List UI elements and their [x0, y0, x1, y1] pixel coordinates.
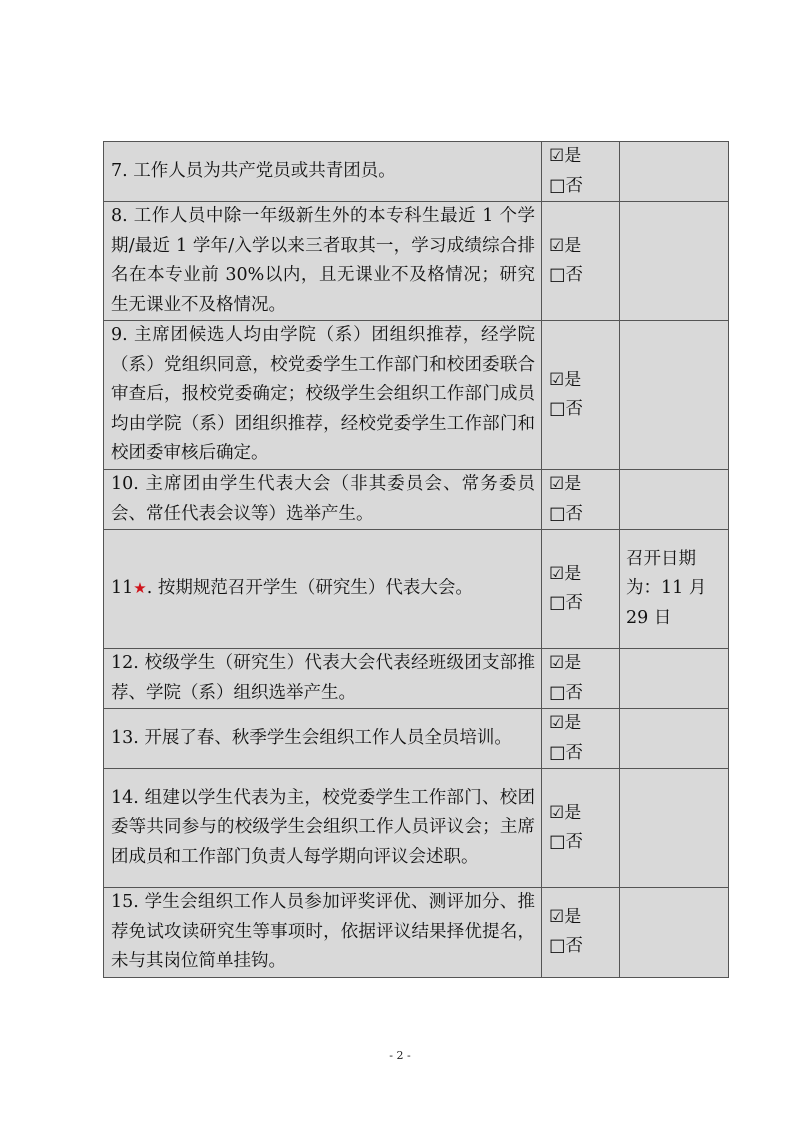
table-row: [104, 470, 729, 530]
table-row: [104, 321, 729, 470]
yes-no-options: [542, 649, 620, 709]
item-text: 10. 主席团由学生代表大会（非其委员会、常务委员会、常任代表会议等）选举产生。: [104, 470, 542, 530]
yes-checkbox[interactable]: ☑是: [549, 653, 582, 673]
yes-no-options: [542, 142, 620, 202]
no-checkbox[interactable]: □否: [549, 742, 584, 763]
table-row: [104, 709, 729, 769]
meeting-date-note: 召开日期为：11 月 29 日: [620, 530, 729, 649]
page-number: - 2 -: [389, 1049, 411, 1062]
no-checkbox[interactable]: □否: [549, 682, 584, 703]
no-checkbox[interactable]: □否: [549, 503, 584, 524]
table-row: [104, 769, 729, 888]
note-cell: [620, 649, 729, 709]
note-cell: [620, 470, 729, 530]
table-row: [104, 202, 729, 321]
no-checkbox[interactable]: □否: [549, 399, 584, 419]
item-text: 14. 组建以学生代表为主，校党委学生工作部门、校团委等共同参与的校级学生会组织工作人员评议会；主席团成员和工作部门负责人每学期向评议会述职。: [104, 769, 542, 888]
note-cell: [620, 769, 729, 888]
table-row: [104, 530, 729, 649]
star-icon: ★: [133, 579, 147, 598]
yes-checkbox[interactable]: ☑是: [549, 713, 582, 733]
checklist-table: [103, 141, 729, 978]
item-text: 9. 主席团候选人均由学院（系）团组织推荐，经学院（系）党组织同意，校党委学生工作部门和校团委联合审查后，报校党委确定；校级学生会组织工作部门成员均由学院（系）团组织推荐，经校党委学生工作部门和校团委审核后确定。: [104, 321, 542, 470]
yes-checkbox[interactable]: ☑是: [549, 235, 582, 256]
checklist-sheet: [103, 141, 707, 978]
item-text: 8. 工作人员中除一年级新生外的本专科生最近 1 个学期/最近 1 学年/入学以来三者取其一，学习成绩综合排名在本专业前 30%以内，且无课业不及格情况；研究生无课业不及格情况。: [104, 202, 542, 321]
note-cell: [620, 142, 729, 202]
no-checkbox[interactable]: □否: [549, 265, 584, 285]
item-text: 12. 校级学生（研究生）代表大会代表经班级团支部推荐、学院（系）组织选举产生。: [104, 649, 542, 709]
yes-no-options: [542, 321, 620, 470]
yes-checkbox[interactable]: ☑是: [549, 563, 582, 584]
no-checkbox[interactable]: □否: [549, 593, 584, 613]
item-text: 13. 开展了春、秋季学生会组织工作人员全员培训。: [104, 709, 542, 769]
yes-checkbox[interactable]: ☑是: [549, 146, 582, 166]
yes-checkbox[interactable]: ☑是: [549, 802, 582, 823]
item-body: . 按期规范召开学生（研究生）代表大会。: [146, 578, 473, 599]
table-row: [104, 888, 729, 978]
yes-no-options: [542, 709, 620, 769]
no-checkbox[interactable]: □否: [549, 936, 584, 957]
no-checkbox[interactable]: □否: [549, 832, 584, 852]
item-text: [104, 530, 542, 649]
table-row: [104, 649, 729, 709]
item-number: 11: [111, 578, 134, 599]
item-text: 7. 工作人员为共产党员或共青团员。: [104, 142, 542, 202]
item-text: 15. 学生会组织工作人员参加评奖评优、测评加分、推荐免试攻读研究生等事项时，依据评议结果择优提名，未与其岗位简单挂钩。: [104, 888, 542, 978]
note-cell: [620, 709, 729, 769]
note-cell: [620, 202, 729, 321]
note-cell: [620, 888, 729, 978]
yes-no-options: [542, 530, 620, 649]
yes-checkbox[interactable]: ☑是: [549, 474, 582, 494]
yes-checkbox[interactable]: ☑是: [549, 906, 582, 927]
table-row: [104, 142, 729, 202]
yes-no-options: [542, 769, 620, 888]
yes-no-options: [542, 202, 620, 321]
yes-no-options: [542, 888, 620, 978]
note-cell: [620, 321, 729, 470]
no-checkbox[interactable]: □否: [549, 175, 584, 196]
yes-no-options: [542, 470, 620, 530]
yes-checkbox[interactable]: ☑是: [549, 369, 582, 390]
